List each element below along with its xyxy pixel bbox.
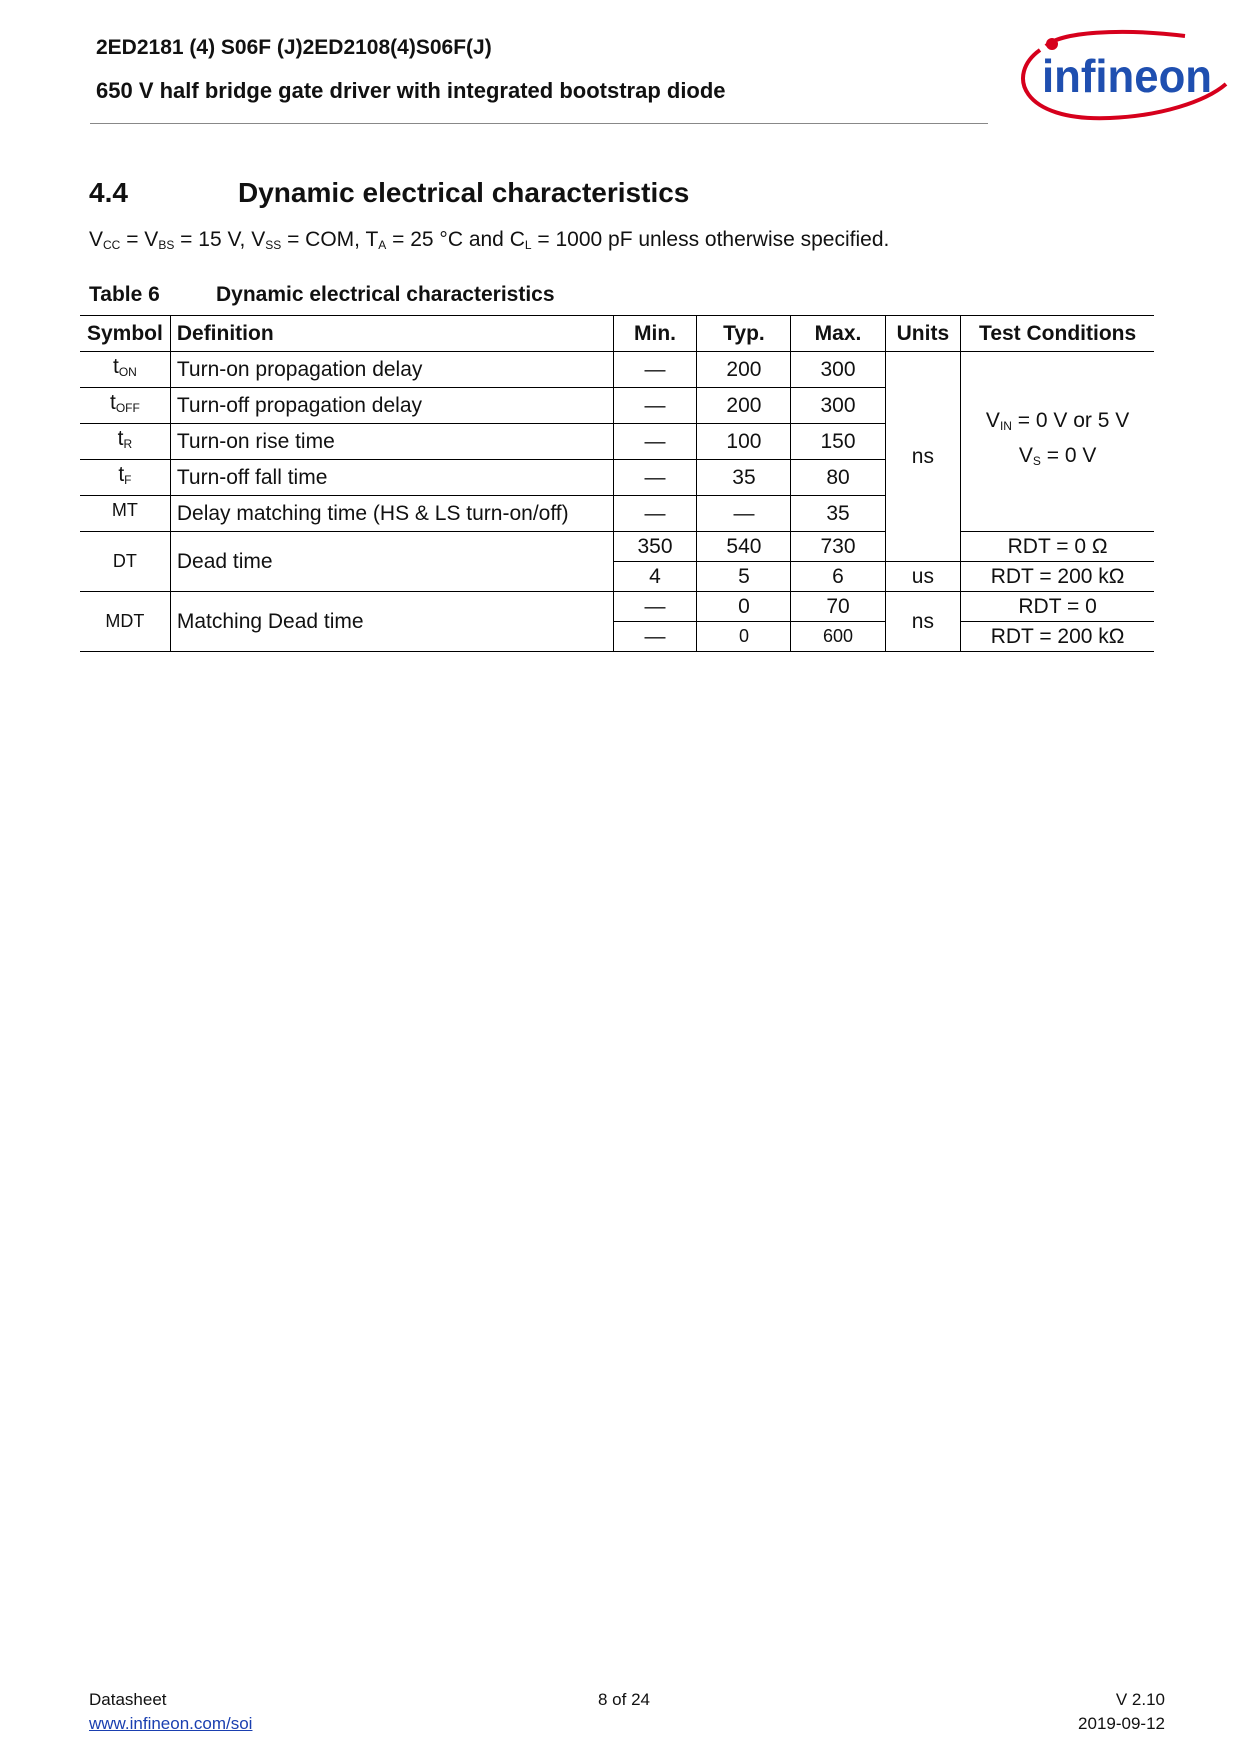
dt-r2-cond: RDT = 200 kΩ: [961, 561, 1154, 591]
table-row: [80, 591, 1154, 621]
col-symbol: Symbol: [80, 316, 170, 352]
mdt-r2-min: —: [613, 621, 697, 651]
row-min: —: [613, 352, 697, 388]
row-symbol: $t_{OFF}$: [80, 388, 170, 424]
infineon-logo: [1000, 26, 1230, 130]
dt-r1-typ: 540: [697, 531, 791, 561]
mdt-definition: Matching Dead time: [170, 591, 613, 651]
row-typ: 200: [697, 388, 791, 424]
mdt-r1-min: —: [613, 591, 697, 621]
table-header-row: [80, 316, 1154, 352]
row-symbol: $t_F$: [80, 460, 170, 496]
row-min: —: [613, 424, 697, 460]
footer-version: V 2.10: [1115, 1690, 1165, 1709]
row-definition: Turn-on propagation delay: [170, 352, 613, 388]
row-typ: 35: [697, 460, 791, 496]
section-title: Dynamic electrical characteristics: [238, 177, 690, 208]
row-max: 150: [791, 424, 885, 460]
table-row: [80, 531, 1154, 561]
dt-symbol: DT: [80, 531, 170, 591]
footer-date: 2019-09-12: [1078, 1714, 1165, 1733]
table-row: [80, 352, 1154, 388]
footer-page-number: 8 of 24: [598, 1690, 650, 1709]
row-typ: 200: [697, 352, 791, 388]
row-max: 35: [791, 496, 885, 532]
dt-r1-min: 350: [613, 531, 697, 561]
header-subtitle: 650 V half bridge gate driver with integrated bootstrap diode: [96, 78, 726, 103]
mdt-units: ns: [885, 591, 961, 651]
dt-definition: Dead time: [170, 531, 613, 591]
dt-r1-cond: RDT = 0 Ω: [961, 531, 1154, 561]
mdt-r2-typ: 0: [697, 621, 791, 651]
row-definition: Turn-off fall time: [170, 460, 613, 496]
row-definition: Turn-off propagation delay: [170, 388, 613, 424]
mdt-r2-max: 600: [791, 621, 885, 651]
header-part-number: 2ED2181 (4) S06F (J)2ED2108(4)S06F(J): [96, 36, 492, 59]
row-min: —: [613, 388, 697, 424]
row-symbol: $t_{ON}$: [80, 352, 170, 388]
row-min: —: [613, 496, 697, 532]
col-typ: Typ.: [697, 316, 791, 352]
group1-test-conditions: $V_{IN} = 0$ V or 5 V $V_S = 0$ V: [961, 352, 1154, 532]
table-number: Table 6: [89, 283, 160, 306]
row-symbol: $t_R$: [80, 424, 170, 460]
row-max: 80: [791, 460, 885, 496]
table-title: Dynamic electrical characteristics: [216, 283, 555, 306]
row-min: —: [613, 460, 697, 496]
footer-url-link[interactable]: www.infineon.com/soi: [89, 1714, 253, 1733]
dt-r2-max: 6: [791, 561, 885, 591]
section-number: 4.4: [89, 177, 128, 208]
row-typ: —: [697, 496, 791, 532]
test-conditions-note: $V_{CC} = V_{BS} = 15$ V, $V_{SS}$ = COM, $T_A = 25$ °C and $C_L = 1000$ pF unless otherwise specified.: [89, 228, 890, 252]
row-definition: Turn-on rise time: [170, 424, 613, 460]
row-typ: 100: [697, 424, 791, 460]
header-divider: [90, 123, 988, 124]
col-max: Max.: [791, 316, 885, 352]
dynamic-characteristics-table: [80, 315, 1154, 652]
mdt-r1-typ: 0: [697, 591, 791, 621]
col-units: Units: [885, 316, 961, 352]
footer-doc-type: Datasheet: [89, 1690, 167, 1709]
mdt-symbol: MDT: [80, 591, 170, 651]
dt-r2-typ: 5: [697, 561, 791, 591]
row-symbol: MT: [80, 496, 170, 532]
row-max: 300: [791, 352, 885, 388]
row-max: 300: [791, 388, 885, 424]
logo-swoosh-top: [1046, 32, 1185, 46]
group1-units: ns: [885, 352, 961, 562]
col-test-conditions: Test Conditions: [961, 316, 1154, 352]
col-min: Min.: [613, 316, 697, 352]
mdt-r1-max: 70: [791, 591, 885, 621]
mdt-r1-cond: RDT = 0: [961, 591, 1154, 621]
dt-r2-min: 4: [613, 561, 697, 591]
logo-wordmark: infineon: [1042, 50, 1212, 102]
col-definition: Definition: [170, 316, 613, 352]
dt-r2-units: us: [885, 561, 961, 591]
logo-dot: [1046, 38, 1058, 50]
mdt-r2-cond: RDT = 200 kΩ: [961, 621, 1154, 651]
row-definition: Delay matching time (HS & LS turn-on/off): [170, 496, 613, 532]
dt-r1-max: 730: [791, 531, 885, 561]
